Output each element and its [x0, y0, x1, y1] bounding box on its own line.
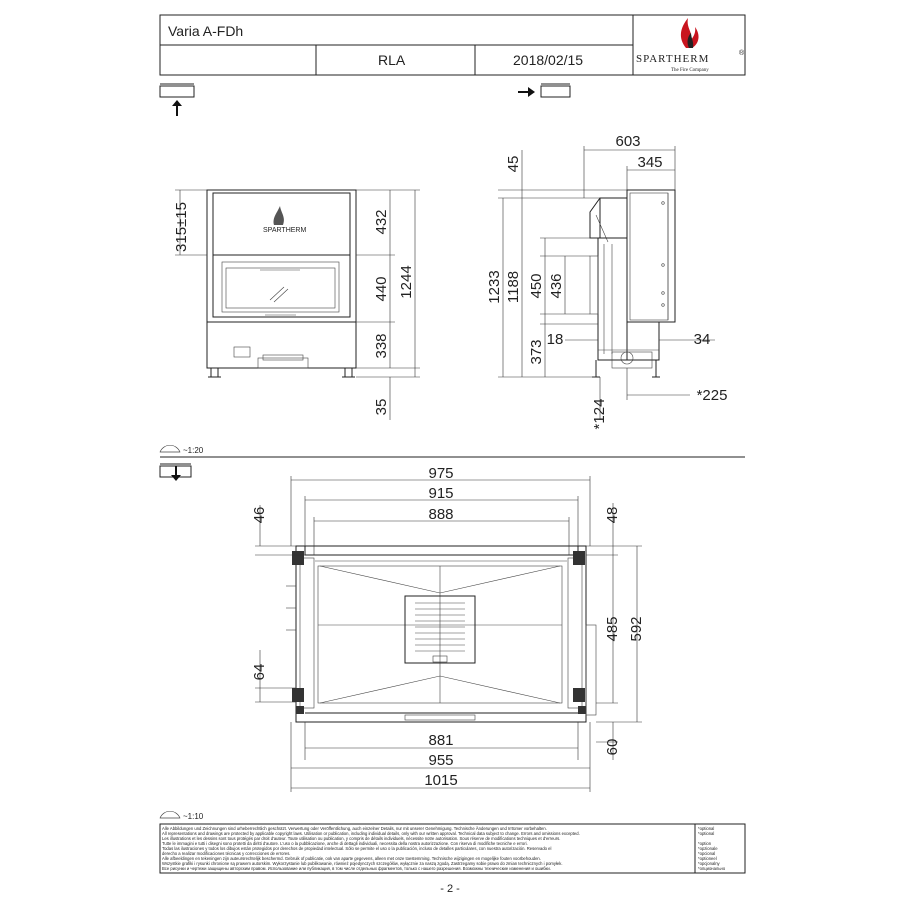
page-number: - 2 - — [440, 883, 460, 895]
dim-plan-rear-depth: 64 — [251, 663, 268, 681]
variant-label: RLA — [378, 52, 406, 68]
disclaimer-line: Wszystkie grafiki i rysunki chronione są prawem autorskim. Wykorzystanie lub publikowanie, również pojedynczych szczegółów, wyłącznie za naszą zgodą. Zastrzegamy sobie prawo do zmian technicznych i pomyłek. — [162, 861, 563, 866]
disclaimer-note: *optioneel — [698, 856, 717, 861]
disclaimer-note: *option — [698, 841, 712, 846]
disclaimer-line: Alle afbeeldingen en tekeningen zijn auteursrechtelijk beschermd. Gebruik of publicatie, ook van aparte gegevens, alleen met onze toestemming. Technische wijzigingen en mogelijke fouten voorbehouden. — [162, 856, 541, 861]
brand-tagline: The Fire Company — [671, 68, 709, 73]
dim-burn-chamber-height: 315±15 — [173, 202, 190, 252]
dim-total-height: 1244 — [398, 265, 415, 299]
brand-mark: ® — [739, 50, 745, 57]
dim-side-body-depth: 345 — [637, 154, 663, 171]
dim-bottom-section: 338 — [373, 333, 390, 359]
dim-side-door-outer: 450 — [528, 273, 545, 299]
disclaimer-line: Alle Abbildungen und Zeichnungen sind urheberrechtlich geschützt. Verwertung oder Veröffentlichung, auch einzelner Details, nur mit unserer Genehmigung. Technische Änderungen und Irrtümer vorbehalten. — [162, 826, 547, 831]
dim-plan-body-width: 915 — [428, 485, 454, 502]
dim-plan-total-width: 975 — [428, 465, 454, 482]
dim-side-depth: 603 — [615, 133, 641, 150]
scale-elevation — [160, 445, 204, 455]
dim-side-rear-offset: 34 — [693, 331, 711, 348]
disclaimer-line: Все рисунки и чертежи защищены авторским правом. Использование или публикация, в том числе отдельных фрагментов, только с нашего разрешения. Возможны технические изменения и ошибки. — [162, 866, 551, 871]
dim-foot-height: 35 — [373, 398, 390, 416]
dim-side-sill-height: 373 — [528, 339, 545, 365]
drawing-date: 2018/02/15 — [513, 52, 584, 68]
front-view — [173, 190, 420, 420]
dim-side-total-height: 1233 — [486, 270, 503, 304]
scale-plan-label: ~1:10 — [183, 812, 204, 821]
dim-side-optional-height: *124 — [591, 398, 608, 430]
dim-plan-front-depth: 46 — [251, 506, 268, 524]
brand-name: SPARTHERM — [636, 53, 710, 65]
disclaimer-note: *optional — [698, 826, 715, 831]
disclaimer-note: *опционально — [698, 866, 726, 871]
corner-posts — [292, 551, 586, 714]
disclaimer-line: Tutte le immagini e tutti i disegni sono protetti da diritti d'autore. L'uso o la pubblicazione, anche di dettagli individuali, necessita della nostra autorizzazione. Con riserva di modifiche tecniche e errori. — [162, 841, 528, 846]
front-view-indicator — [160, 84, 194, 116]
disclaimer-line: Todas las ilustraciones y todos los dibujos están protegidos por derechos de propiedad intelectual. Sólo se permite el uso o la publicación, incluso de detalles particulares, con nuestra autorización. Reservado el — [162, 846, 552, 851]
dim-plan-rear-body-width: 955 — [428, 752, 454, 769]
dim-side-door-inner: 436 — [548, 273, 565, 299]
disclaimer-note: *optional — [698, 831, 715, 836]
side-view — [486, 133, 727, 429]
front-brand-label: SPARTHERM — [263, 227, 307, 234]
disclaimer-note: *opzionale — [698, 846, 718, 851]
disclaimer-note: *opcjonalny — [698, 861, 720, 866]
dim-top-section: 432 — [373, 209, 390, 235]
disclaimer-block — [160, 824, 745, 873]
side-view-indicator — [518, 84, 570, 97]
dim-plan-rear-total-width: 1015 — [424, 772, 458, 789]
dim-plan-inner-depth: 485 — [604, 616, 621, 642]
disclaimer-line: Les illustrations et les dessins sont tous protégés par droit d'auteur. Toute utilisation ou publication, y compris de détails individuels, nécessite notre autorisation. Sous réserve de modifications techniques et d'erreurs. — [162, 836, 561, 841]
dim-plan-side-front: 48 — [604, 506, 621, 524]
scale-plan — [160, 811, 204, 821]
dim-side-body-height: 1188 — [505, 270, 522, 304]
dim-side-front-offset: 18 — [546, 331, 564, 348]
dim-plan-rear-offset: 60 — [604, 738, 621, 756]
dim-door-height: 440 — [373, 276, 390, 302]
disclaimer-line: All representations and drawings are protected by applicable copyright laws. Utilisation or publication, including individual details, only with our written approval. Technical data subject to change. Errors and omissions excepted. — [162, 831, 580, 836]
dim-side-top-offset: 45 — [505, 155, 522, 173]
plan-view-indicator — [160, 464, 191, 481]
plan-view — [251, 465, 645, 792]
dim-side-optional-depth: *225 — [696, 387, 728, 404]
model-name: Varia A-FDh — [168, 23, 244, 39]
dim-plan-front-width: 888 — [428, 506, 454, 523]
disclaimer-line: derecho a realizar modificaciones técnicas y correcciones de errores. — [162, 851, 291, 856]
scale-elevation-label: ~1:20 — [183, 446, 204, 455]
dim-plan-total-depth: 592 — [628, 616, 645, 642]
disclaimer-note: *opcional — [698, 851, 716, 856]
spartherm-logo — [636, 18, 745, 73]
title-block — [160, 15, 745, 75]
dim-plan-rear-width: 881 — [428, 732, 454, 749]
